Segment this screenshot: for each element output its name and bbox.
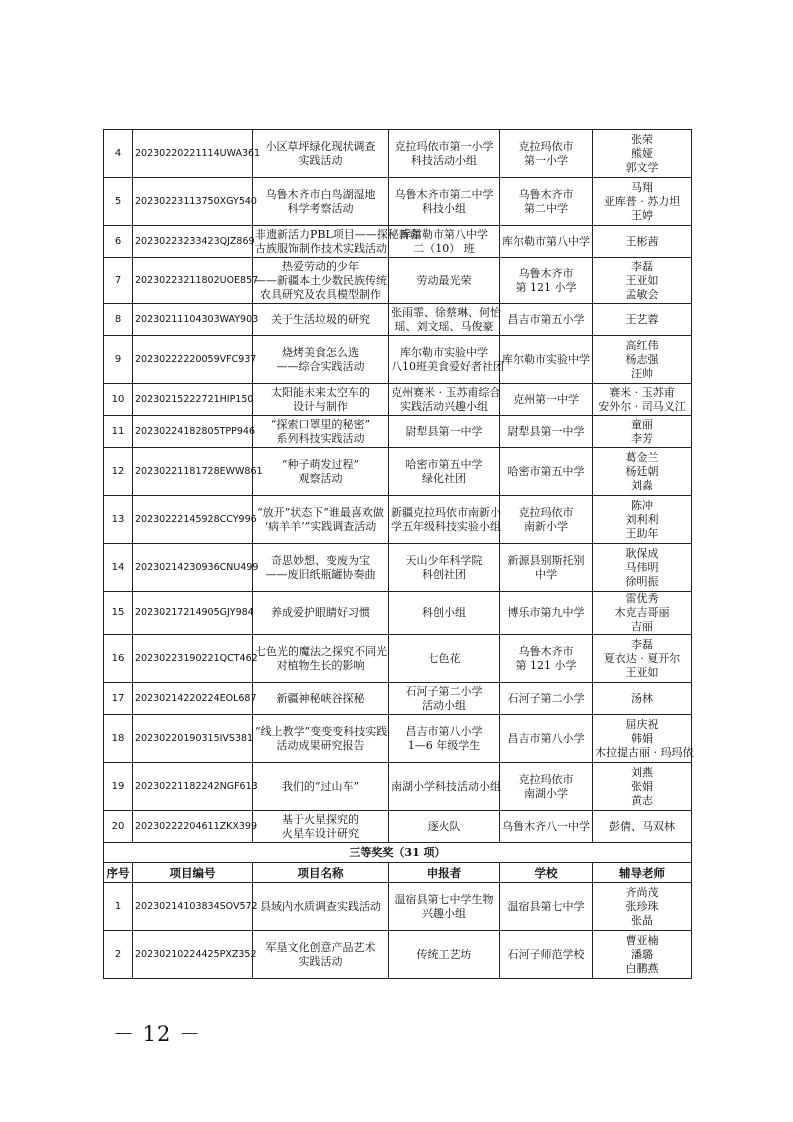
- table-section: [104, 843, 692, 883]
- school-line: 新源县别斯托别: [507, 553, 585, 567]
- teachers-line: 李芳: [631, 431, 653, 445]
- project-name-line: “探索口罩里的秘密”: [270, 417, 371, 431]
- teachers-line: 张娟: [631, 779, 653, 793]
- project-code-cell: 20230222145928CCY996: [133, 496, 253, 544]
- row-number-cell: 12: [104, 448, 133, 496]
- school-line: 温宿县第七中学: [507, 899, 585, 913]
- teachers-line: 徐明振: [625, 574, 659, 588]
- teachers-line: 曹亚楠: [625, 933, 659, 947]
- applicant-cell: [389, 178, 500, 226]
- header-name: 项目名称: [253, 863, 389, 883]
- school-line: 库尔勒市实验中学: [502, 352, 590, 366]
- school-line: 石河子师范学校: [507, 947, 585, 961]
- school-line: 石河子第二小学: [507, 691, 585, 705]
- school-line: 博乐市第九中学: [507, 606, 585, 619]
- project-name-cell: [253, 544, 389, 592]
- row-number-cell: 2: [104, 931, 133, 979]
- table-row: [104, 635, 692, 683]
- project-code-cell: 20230223190221QCT462: [133, 635, 253, 683]
- project-code-cell: 20230214230936CNU499: [133, 544, 253, 592]
- school-line: 乌鲁木齐市: [518, 266, 574, 280]
- school-line: 尉犁县第一中学: [507, 424, 585, 438]
- project-name-cell: [253, 178, 389, 226]
- school-line: 库尔勒市第八中学: [502, 234, 590, 248]
- project-name-line: 活动成果研究报告: [276, 738, 365, 752]
- teachers-cell: [593, 544, 692, 592]
- applicant-cell: [389, 683, 500, 715]
- project-name-cell: [253, 763, 389, 811]
- table-row: [104, 883, 692, 931]
- table-row: [104, 336, 692, 384]
- project-name-line: 非遗新活力PBL项目——探秘新疆: [255, 227, 421, 241]
- project-name-line: 新疆神秘峡谷探秘: [276, 691, 365, 705]
- table-row: [104, 496, 692, 544]
- teachers-line: 赛米 · 玉苏甫: [609, 385, 675, 399]
- section-title-row: [104, 843, 692, 863]
- school-line: 克拉玛依市: [518, 139, 574, 153]
- applicant-line: 张雨霏、徐蔡琳、何怡: [391, 305, 501, 319]
- school-cell: [500, 178, 593, 226]
- school-line: 乌鲁木齐市: [518, 644, 574, 658]
- row-number-cell: 1: [104, 883, 133, 931]
- school-line: 南新小学: [524, 519, 568, 533]
- teachers-line: 王艺蓉: [625, 312, 659, 326]
- applicant-line: 科技活动小组: [411, 153, 477, 167]
- school-line: 克拉玛依市: [518, 505, 574, 519]
- teachers-cell: [593, 448, 692, 496]
- table-row: [104, 130, 692, 178]
- project-name-cell: [253, 448, 389, 496]
- applicant-line: 石河子第二小学: [405, 684, 483, 698]
- project-name-cell: [253, 635, 389, 683]
- table-row: [104, 544, 692, 592]
- row-number-cell: 11: [104, 416, 133, 448]
- school-line: 第二中学: [524, 201, 568, 215]
- teachers-line: 葛金兰: [625, 450, 659, 464]
- teachers-cell: [593, 592, 692, 635]
- project-name-line: 古族服饰制作技术实践活动: [255, 241, 387, 255]
- school-line: 第一小学: [524, 153, 568, 167]
- school-cell: [500, 883, 593, 931]
- teachers-line: 张荣: [631, 132, 653, 146]
- project-name-line: 奇思妙想、变废为宝: [271, 553, 370, 567]
- school-line: 第 121 小学: [515, 658, 577, 672]
- applicant-cell: [389, 544, 500, 592]
- project-code-cell: 20230221181728EWW861: [133, 448, 253, 496]
- teachers-line: 韩娟: [631, 731, 653, 745]
- row-number-cell: 4: [104, 130, 133, 178]
- teachers-cell: [593, 226, 692, 258]
- project-name-cell: [253, 130, 389, 178]
- teachers-line: 郭文学: [625, 160, 659, 174]
- row-number-cell: 9: [104, 336, 133, 384]
- applicant-line: 二（10） 班: [413, 241, 475, 255]
- project-code-cell: 20230214220224EOL687: [133, 683, 253, 715]
- school-cell: [500, 683, 593, 715]
- school-line: 昌吉市第八小学: [507, 731, 585, 745]
- teachers-line: 王彬茜: [625, 234, 659, 248]
- project-name-cell: [253, 496, 389, 544]
- teachers-cell: [593, 496, 692, 544]
- project-name-line: 实践活动: [298, 153, 343, 167]
- project-code-cell: 20230224182805TPP946: [133, 416, 253, 448]
- project-name-line: 县域内水质调查实践活动: [260, 899, 381, 913]
- table-row: [104, 715, 692, 763]
- header-row: [104, 863, 692, 883]
- applicant-cell: [389, 130, 500, 178]
- teachers-line: 刘燕: [631, 765, 653, 779]
- teachers-line: 陈冲: [631, 498, 653, 512]
- applicant-cell: [389, 931, 500, 979]
- school-line: 南湖小学: [524, 786, 568, 800]
- project-code-cell: 20230223113750XGY540: [133, 178, 253, 226]
- table-row: [104, 811, 692, 843]
- applicant-cell: [389, 883, 500, 931]
- project-name-cell: [253, 592, 389, 635]
- row-number-cell: 17: [104, 683, 133, 715]
- school-cell: [500, 226, 593, 258]
- project-name-line: “放开”状态下“谁最喜欢做: [257, 505, 384, 519]
- teachers-line: 吉丽: [631, 620, 653, 633]
- teachers-line: 杨志强: [625, 352, 659, 366]
- row-number-cell: 14: [104, 544, 133, 592]
- teachers-line: 木拉提古丽 · 玛玛依: [595, 745, 694, 759]
- project-name-cell: [253, 883, 389, 931]
- applicant-line: 活动小组: [422, 698, 466, 712]
- project-code-cell: 20230220190315IVS381: [133, 715, 253, 763]
- project-name-cell: [253, 226, 421, 258]
- applicant-cell: [389, 811, 500, 843]
- project-name-line: “种子萌发过程”: [281, 457, 360, 471]
- table-row: [104, 178, 692, 226]
- project-name-cell: [253, 384, 389, 416]
- teachers-line: 汤林: [631, 691, 653, 705]
- teachers-cell: [593, 683, 692, 715]
- teachers-line: 刘淼: [631, 478, 653, 492]
- teachers-line: 熊娅: [631, 146, 653, 160]
- project-name-line: “线上教学”变变变科技实践: [255, 724, 388, 738]
- project-name-line: 观察活动: [298, 471, 343, 485]
- project-name-line: ——综合实践活动: [276, 359, 365, 373]
- school-cell: [500, 544, 593, 592]
- project-name-line: 小区草坪绿化现状调查: [265, 139, 376, 153]
- school-line: 乌鲁木齐市: [518, 187, 574, 201]
- project-code-cell: 20230221182242NGF613: [133, 763, 253, 811]
- table-row: [104, 304, 692, 336]
- teachers-line: 张珍珠: [625, 899, 659, 913]
- row-number-cell: 5: [104, 178, 133, 226]
- project-name-line: 火星车设计研究: [282, 826, 359, 840]
- header-no: 序号: [104, 863, 133, 883]
- school-cell: [500, 384, 593, 416]
- table-body-top: [104, 130, 692, 843]
- project-name-cell: [253, 258, 389, 304]
- row-number-cell: 10: [104, 384, 133, 416]
- applicant-line: 天山少年科学院: [405, 553, 483, 567]
- applicant-line: 克州赛米 · 玉苏甫综合: [391, 385, 501, 399]
- project-name-line: 养成爱护眼睛好习惯: [271, 606, 370, 619]
- teachers-line: 王婷: [631, 208, 653, 222]
- project-code-cell: 20230222220059VFC937: [133, 336, 253, 384]
- teachers-line: 安外尔 · 司马义江: [598, 399, 686, 413]
- table-body-bottom: [104, 883, 692, 979]
- teachers-line: 彭倩、马双林: [609, 819, 675, 833]
- teachers-cell: [593, 883, 692, 931]
- school-cell: [500, 258, 593, 304]
- project-name-cell: [253, 336, 389, 384]
- teachers-line: 雷优秀: [625, 592, 659, 605]
- applicant-line: 逐火队: [427, 819, 461, 833]
- page-number: － 12 －: [113, 1022, 202, 1046]
- applicant-cell: [389, 763, 500, 811]
- project-name-line: 对植物生长的影响: [276, 658, 365, 672]
- applicant-line: 克拉玛依市第一小学: [394, 139, 494, 153]
- applicant-line: 1—6 年级学生: [407, 738, 481, 752]
- project-name-line: 关于生活垃圾的研究: [271, 312, 370, 326]
- applicant-line: 兴趣小组: [422, 906, 466, 920]
- applicant-line: 劳动最光荣: [416, 273, 472, 287]
- teachers-line: 潘璐: [631, 947, 653, 961]
- school-line: 第 121 小学: [515, 280, 577, 294]
- teachers-line: 马翔: [631, 180, 653, 194]
- project-name-line: 系列科技实践活动: [276, 431, 365, 445]
- table-row: [104, 931, 692, 979]
- applicant-cell: [389, 448, 500, 496]
- applicant-line: 库尔勒市实验中学: [400, 345, 488, 359]
- row-number-cell: 13: [104, 496, 133, 544]
- project-name-line: ——新疆本土少数民族传统: [255, 273, 387, 287]
- applicant-line: 实践活动兴趣小组: [400, 399, 488, 413]
- teachers-line: 张晶: [631, 913, 653, 927]
- school-cell: [500, 304, 593, 336]
- applicant-line: 传统工艺坊: [416, 947, 472, 961]
- project-name-cell: [253, 715, 389, 763]
- applicant-cell: [389, 304, 500, 336]
- school-cell: [500, 130, 593, 178]
- teachers-line: 孟敏会: [625, 287, 659, 301]
- teachers-cell: [593, 130, 692, 178]
- project-name-line: ‘病羊羊’”实践调查活动: [264, 519, 377, 533]
- teachers-line: 夏衣达 · 夏开尔: [603, 651, 681, 665]
- school-cell: [500, 592, 593, 635]
- project-name-line: 七色光的魔法之探究不同光: [255, 644, 387, 658]
- school-cell: [500, 715, 593, 763]
- table-row: [104, 384, 692, 416]
- project-name-line: 乌鲁木齐市白鸟湖湿地: [265, 187, 376, 201]
- teachers-cell: [593, 258, 692, 304]
- school-cell: [500, 931, 593, 979]
- applicant-line: 乌鲁木齐市第二中学: [394, 187, 494, 201]
- applicant-cell: [389, 258, 500, 304]
- project-code-cell: 20230223211802UOE857: [133, 258, 253, 304]
- project-name-cell: [253, 304, 389, 336]
- project-code-cell: 20230211104303WAY903: [133, 304, 253, 336]
- teachers-cell: [593, 178, 692, 226]
- teachers-line: 亚库普 · 苏力坦: [603, 194, 681, 208]
- applicant-line: 科创小组: [422, 606, 466, 619]
- header-code: 项目编号: [133, 863, 253, 883]
- project-code-cell: 20230214103834SOV572: [133, 883, 253, 931]
- applicant-line: 绿化社团: [422, 471, 466, 485]
- applicant-line: 新疆克拉玛依市南新小: [391, 505, 501, 519]
- teachers-line: 王亚如: [625, 273, 659, 287]
- teachers-cell: [593, 416, 692, 448]
- applicant-cell: [389, 336, 504, 384]
- teachers-line: 汪帅: [631, 366, 653, 380]
- applicant-line: 昌吉市第八小学: [405, 724, 483, 738]
- school-line: 克拉玛依市: [518, 772, 574, 786]
- applicant-line: 八10班美食爱好者社团: [391, 359, 504, 373]
- school-cell: [500, 496, 593, 544]
- applicant-cell: [389, 496, 500, 544]
- teachers-line: 白鹏燕: [625, 961, 659, 975]
- teachers-line: 王亚如: [625, 665, 659, 679]
- applicant-line: 瑶、刘文瑶、马俊豪: [394, 319, 494, 333]
- applicant-line: 哈密市第五中学: [405, 457, 483, 471]
- applicant-cell: [389, 715, 500, 763]
- teachers-line: 刘利利: [625, 512, 659, 526]
- applicant-cell: [389, 635, 500, 683]
- teachers-line: 李磊: [631, 637, 653, 651]
- applicant-line: 科技小组: [422, 201, 466, 215]
- project-name-cell: [253, 683, 389, 715]
- project-name-line: 热爱劳动的少年: [282, 259, 359, 273]
- applicant-cell: [389, 384, 500, 416]
- applicant-line: 南湖小学科技活动小组: [391, 779, 501, 793]
- applicant-line: 七色花: [427, 651, 461, 665]
- project-name-line: 设计与制作: [293, 399, 348, 413]
- teachers-cell: [593, 635, 692, 683]
- applicant-line: 库尔勒市第八中学: [400, 227, 488, 241]
- applicant-cell: [389, 592, 500, 635]
- project-code-cell: 20230220221114UWA361: [133, 130, 253, 178]
- applicant-line: 科创社团: [422, 567, 466, 581]
- teachers-cell: [593, 811, 692, 843]
- table-row: [104, 258, 692, 304]
- table-row: [104, 416, 692, 448]
- applicant-line: 温宿县第七中学生物: [394, 892, 494, 906]
- school-line: 克州第一中学: [513, 392, 579, 406]
- project-name-line: 基于火星探究的: [282, 812, 359, 826]
- school-cell: [500, 336, 593, 384]
- row-number-cell: 16: [104, 635, 133, 683]
- school-line: 乌鲁木齐八一中学: [502, 819, 590, 833]
- header-teachers: 辅导老师: [593, 863, 692, 883]
- project-name-line: 我们的“过山车”: [281, 779, 360, 793]
- school-cell: [500, 811, 593, 843]
- table-row: [104, 683, 692, 715]
- school-cell: [500, 763, 593, 811]
- header-school: 学校: [500, 863, 593, 883]
- teachers-cell: [593, 931, 692, 979]
- teachers-line: 马伟明: [625, 560, 659, 574]
- school-cell: [500, 448, 593, 496]
- row-number-cell: 7: [104, 258, 133, 304]
- teachers-line: 齐尚茂: [625, 885, 659, 899]
- project-name-line: 太阳能未来太空车的: [271, 385, 370, 399]
- row-number-cell: 15: [104, 592, 133, 635]
- row-number-cell: 20: [104, 811, 133, 843]
- section-title: 三等奖奖（31 项）: [104, 843, 692, 863]
- project-name-line: 农具研究及农具模型制作: [260, 287, 381, 301]
- teachers-line: 黄志: [631, 793, 653, 807]
- school-line: 昌吉市第五小学: [507, 312, 585, 326]
- project-code-cell: 20230215222721HIP150: [133, 384, 253, 416]
- school-line: 中学: [535, 567, 557, 581]
- row-number-cell: 19: [104, 763, 133, 811]
- teachers-line: 王助年: [625, 526, 659, 540]
- teachers-cell: [593, 763, 692, 811]
- row-number-cell: 6: [104, 226, 133, 258]
- school-cell: [500, 635, 593, 683]
- teachers-line: 高红伟: [625, 338, 659, 352]
- project-name-cell: [253, 811, 389, 843]
- awards-table: [103, 129, 692, 979]
- teachers-line: 李磊: [631, 259, 653, 273]
- project-name-cell: [253, 931, 389, 979]
- header-applicant: 申报者: [389, 863, 500, 883]
- teachers-line: 耿保成: [625, 546, 659, 560]
- applicant-cell: [389, 416, 500, 448]
- table-row: [104, 592, 692, 635]
- project-name-line: 烧烤美食怎么选: [282, 345, 359, 359]
- school-cell: [500, 416, 593, 448]
- teachers-line: 杨廷朝: [625, 464, 659, 478]
- project-name-line: 实践活动: [298, 954, 343, 968]
- teachers-cell: [593, 715, 692, 763]
- applicant-cell: [389, 226, 500, 258]
- table-row: [104, 763, 692, 811]
- project-code-cell: 20230222204611ZKX399: [133, 811, 253, 843]
- project-name-line: 军垦文化创意产品艺术: [265, 940, 376, 954]
- project-name-line: ——废旧纸瓶罐协奏曲: [265, 567, 376, 581]
- table-row: [104, 448, 692, 496]
- table-row: [104, 226, 692, 258]
- teachers-line: 童丽: [631, 417, 653, 431]
- applicant-line: 学五年级科技实验小组: [391, 519, 501, 533]
- project-code-cell: 20230210224425PXZ352: [133, 931, 253, 979]
- teachers-line: 木克吉哥丽: [614, 606, 670, 619]
- teachers-cell: [593, 384, 692, 416]
- teachers-cell: [593, 336, 692, 384]
- row-number-cell: 18: [104, 715, 133, 763]
- school-line: 哈密市第五中学: [507, 464, 585, 478]
- project-code-cell: 20230217214905GJY984: [133, 592, 253, 635]
- project-code-cell: 20230223233423QJZ869: [133, 226, 253, 258]
- project-name-line: 科学考察活动: [287, 201, 354, 215]
- applicant-line: 尉犁县第一中学: [405, 424, 483, 438]
- row-number-cell: 8: [104, 304, 133, 336]
- project-name-cell: [253, 416, 389, 448]
- teachers-line: 屈庆祝: [625, 717, 659, 731]
- teachers-cell: [593, 304, 692, 336]
